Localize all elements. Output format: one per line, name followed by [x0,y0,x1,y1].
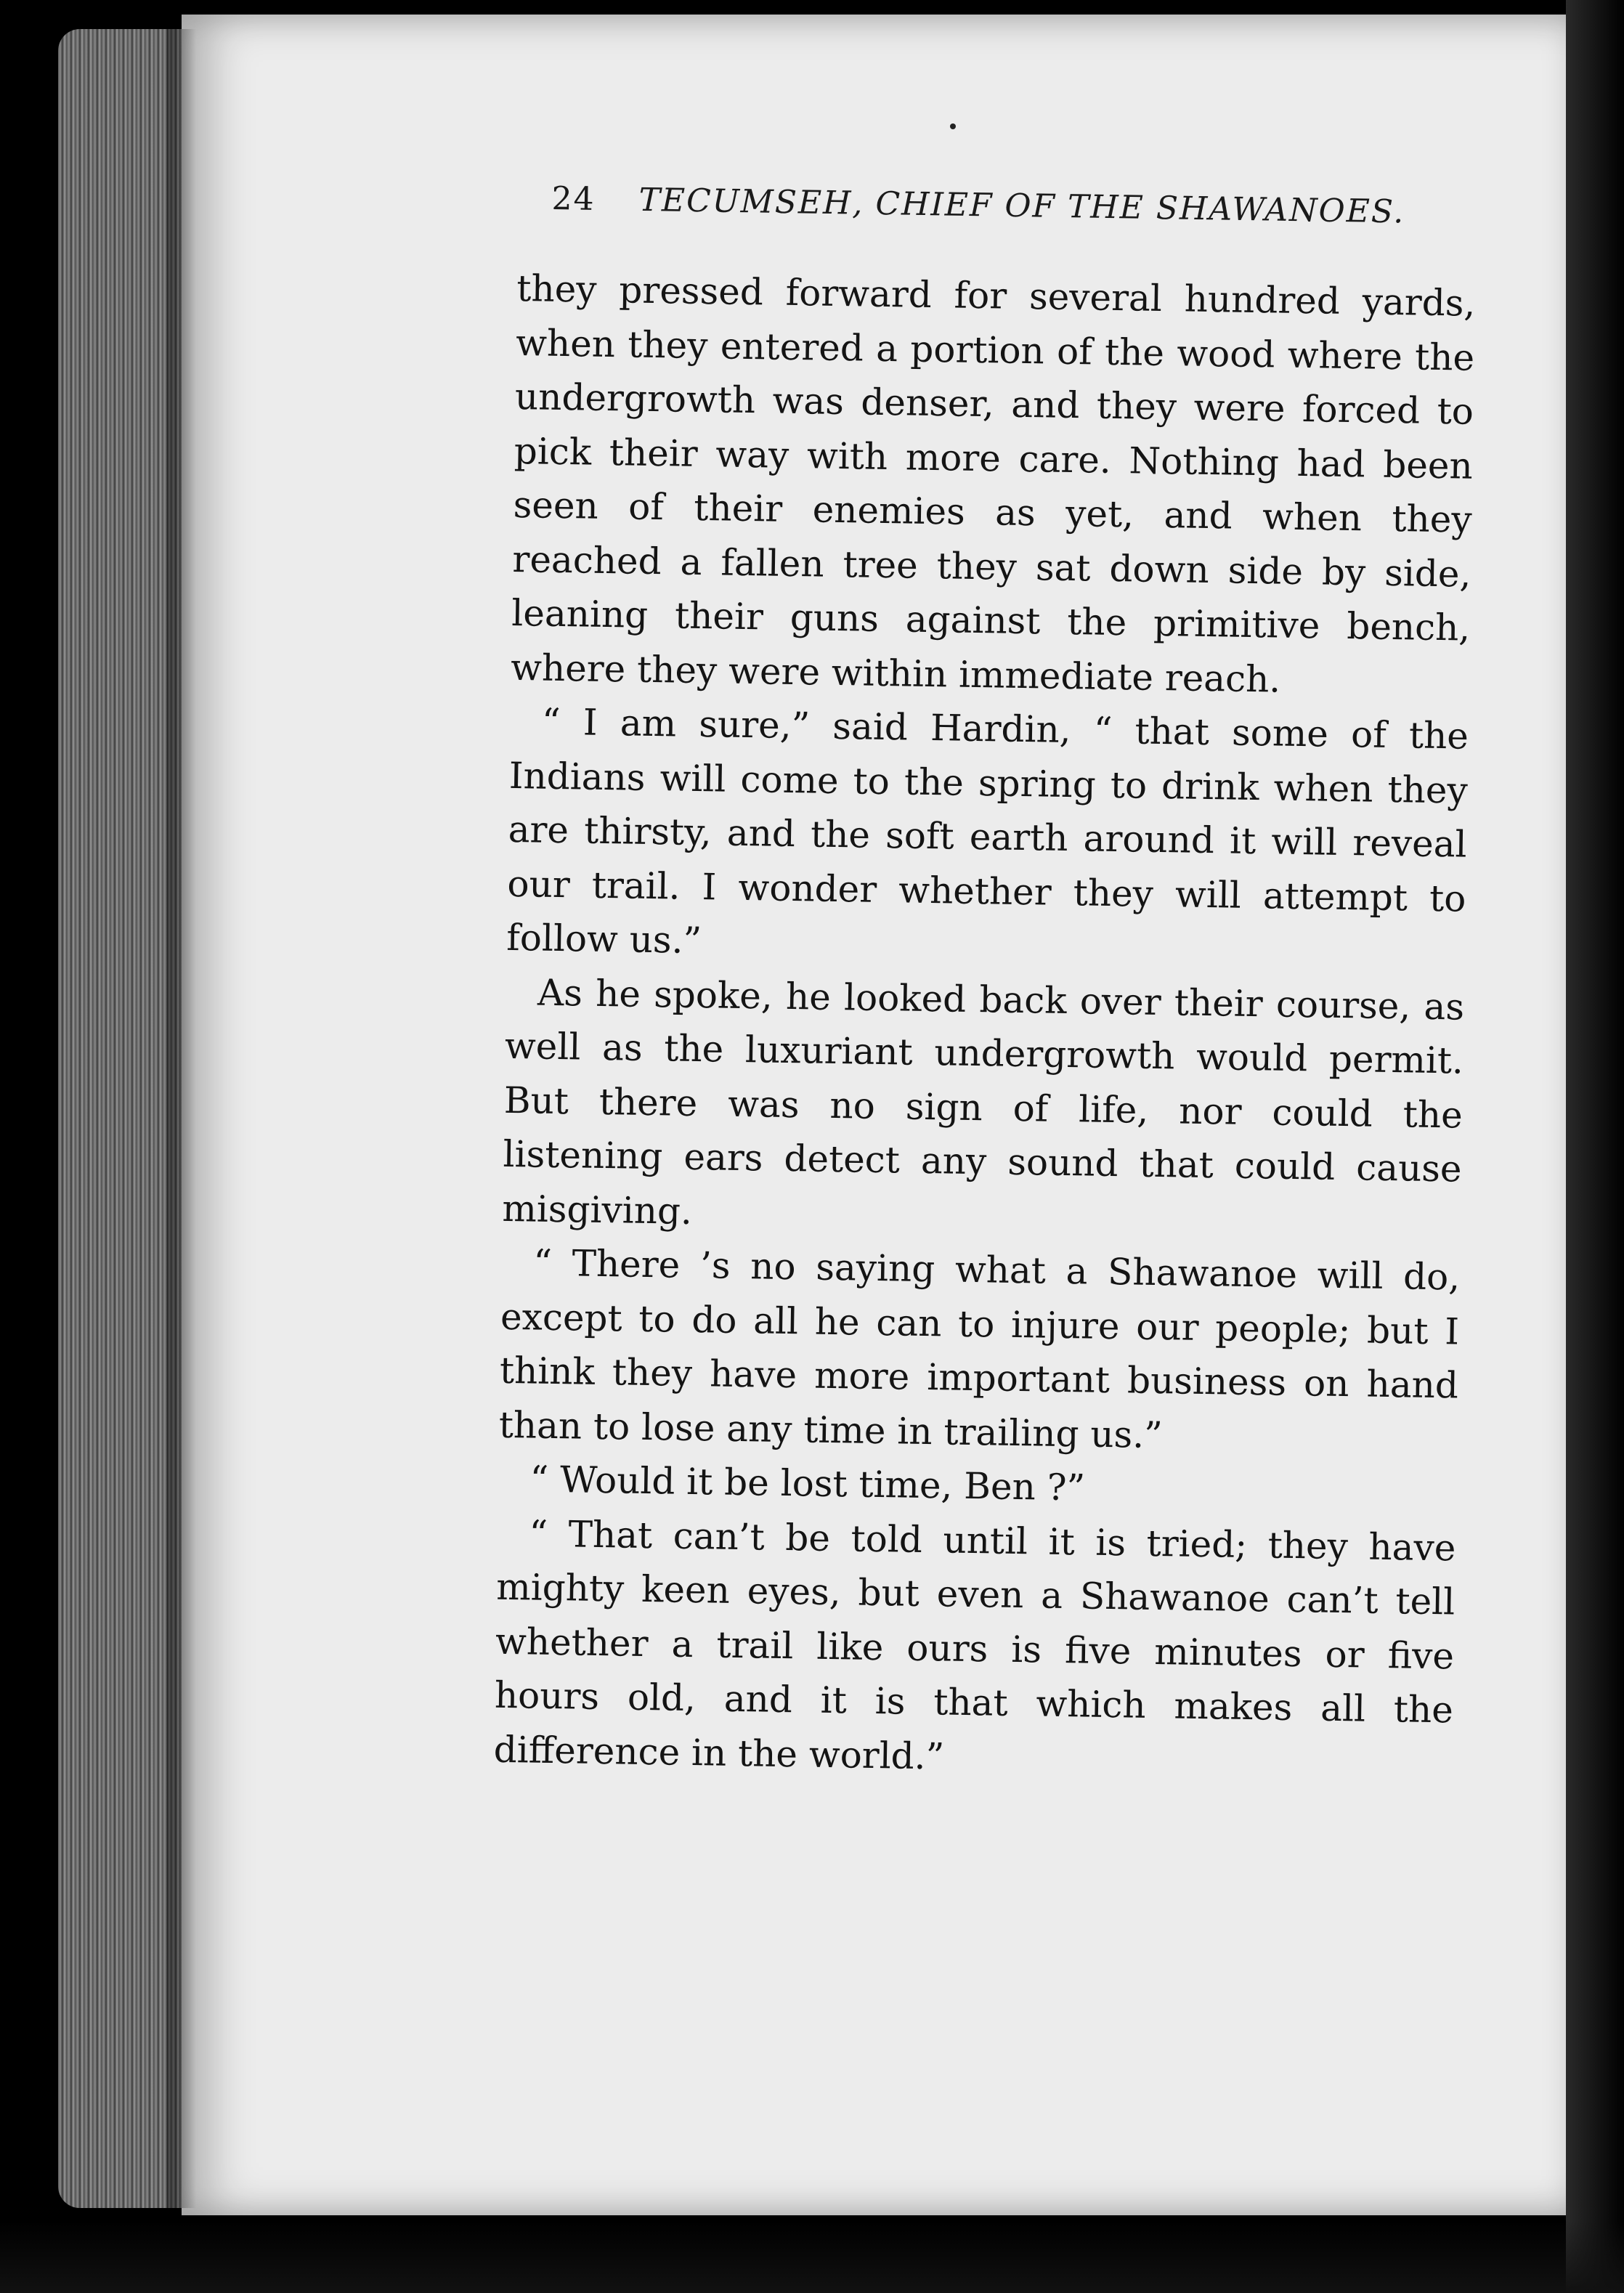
page-number: 24 [551,180,596,218]
gutter-shadow [167,29,196,2208]
paragraph: “ That can’t be told until it is tried; they have mighty keen eyes, but even a Shawanoe can’t tell whether a trail like ours is five minutes or five hours old, and it is that which makes all the difference in the world.” [493,1511,1456,1777]
bottom-scan-edge [0,2220,1624,2293]
paragraph: they pressed forward for several hundred yards, when they entered a portion of the wood where the undergrowth was denser, and they were forced to pick their way with more care. Nothing had been seen of their enemies as yet, and when they reached a fallen tree they sat down side by side, leaning their guns against the primitive bench, where they were within immediate reach. [510,267,1476,701]
right-scan-edge [1566,0,1624,2293]
paragraph: “ I am sure,” said Hardin, “ that some of the Indians will come to the spring to drink when they are thirsty, and the soft earth around it will reveal our trail. I wonder whether they will attempt to follow us.” [506,700,1469,962]
body-text [493,261,1476,1791]
paragraph: “ Would it be lost time, Ben ?” [529,1458,1086,1509]
paragraph: As he spoke, he looked back over their course, as well as the luxuriant undergrowth would permit. But there was no sign of life, nor could the listening ears detect any sound that could cause misgiving. [502,971,1465,1233]
speck-mark [950,123,956,129]
running-title: TECUMSEH, CHIEF OF THE SHAWANOES. [638,181,1405,231]
paragraph: “ There ’s no saying what a Shawanoe will do, except to do all he can to injure our people; but I think they have more important business on hand than to lose any time in trailing us.” [498,1241,1461,1456]
